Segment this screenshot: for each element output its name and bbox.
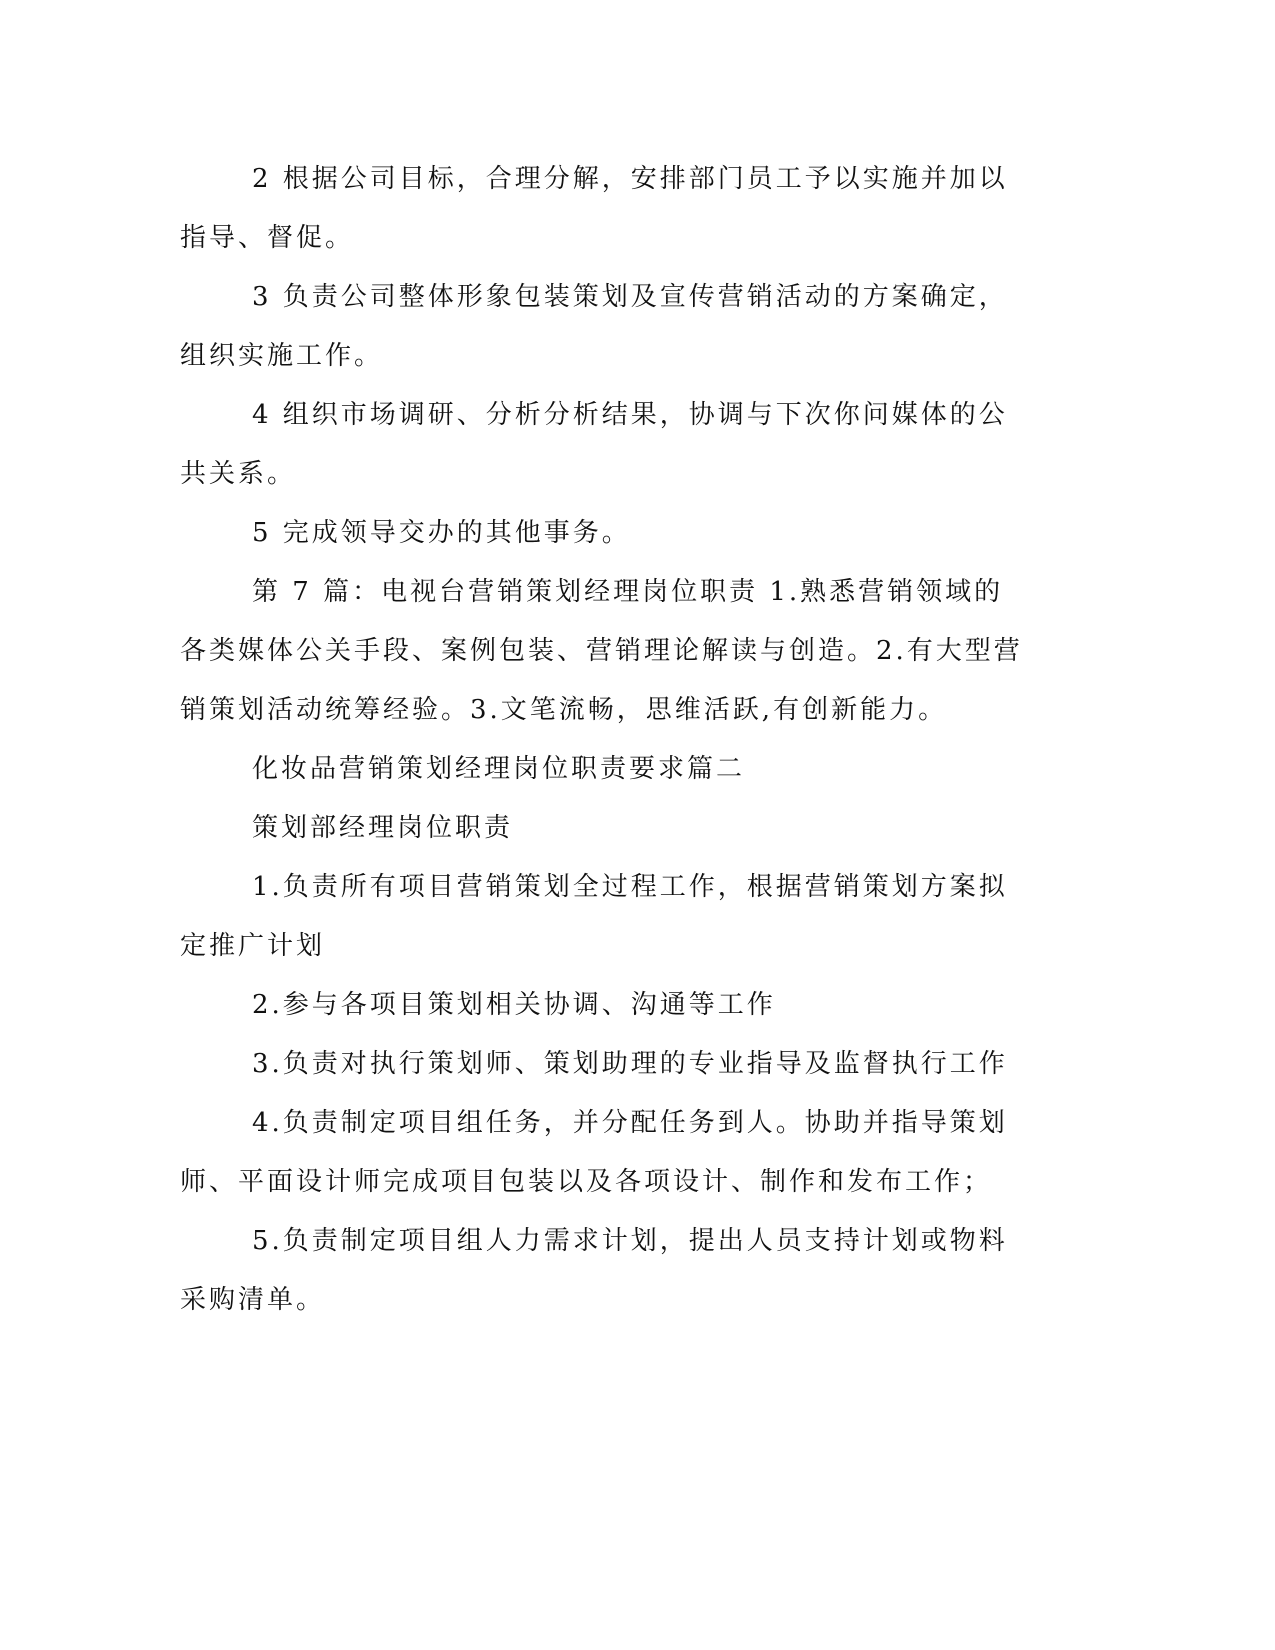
paragraph-item-4: 4 组织市场调研、分析分析结果，协调与下次你问媒体的公共关系。 xyxy=(180,400,1008,489)
document-body xyxy=(180,150,1030,1330)
duty-item-4: 4.负责制定项目组任务，并分配任务到人。协助并指导策划师、平面设计师完成项目包装以及各项设计、制作和发布工作； xyxy=(180,1108,1008,1197)
duty-item-2: 2.参与各项目策划相关协调、沟通等工作 xyxy=(252,990,776,1020)
paragraph-section-7: 第 7 篇：电视台营销策划经理岗位职责 1.熟悉营销领域的各类媒体公关手段、案例包装、营销理论解读与创造。2.有大型营销策划活动统筹经验。3.文笔流畅，思维活跃,有创新能力。 xyxy=(180,577,1023,725)
paragraph-item-5: 5 完成领导交办的其他事务。 xyxy=(252,518,631,548)
duty-item-3: 3.负责对执行策划师、策划助理的专业指导及监督执行工作 xyxy=(252,1049,1008,1079)
duty-item-1: 1.负责所有项目营销策划全过程工作，根据营销策划方案拟定推广计划 xyxy=(180,872,1008,961)
subheading-planning-manager: 策划部经理岗位职责 xyxy=(252,813,514,843)
paragraph-item-2: 2 根据公司目标，合理分解，安排部门员工予以实施并加以指导、督促。 xyxy=(180,164,1008,253)
section-heading-cosmetics: 化妆品营销策划经理岗位职责要求篇二 xyxy=(252,754,746,784)
duty-item-5: 5.负责制定项目组人力需求计划，提出人员支持计划或物料采购清单。 xyxy=(180,1226,1008,1315)
paragraph-item-3: 3 负责公司整体形象包装策划及宣传营销活动的方案确定，组织实施工作。 xyxy=(180,282,1008,371)
